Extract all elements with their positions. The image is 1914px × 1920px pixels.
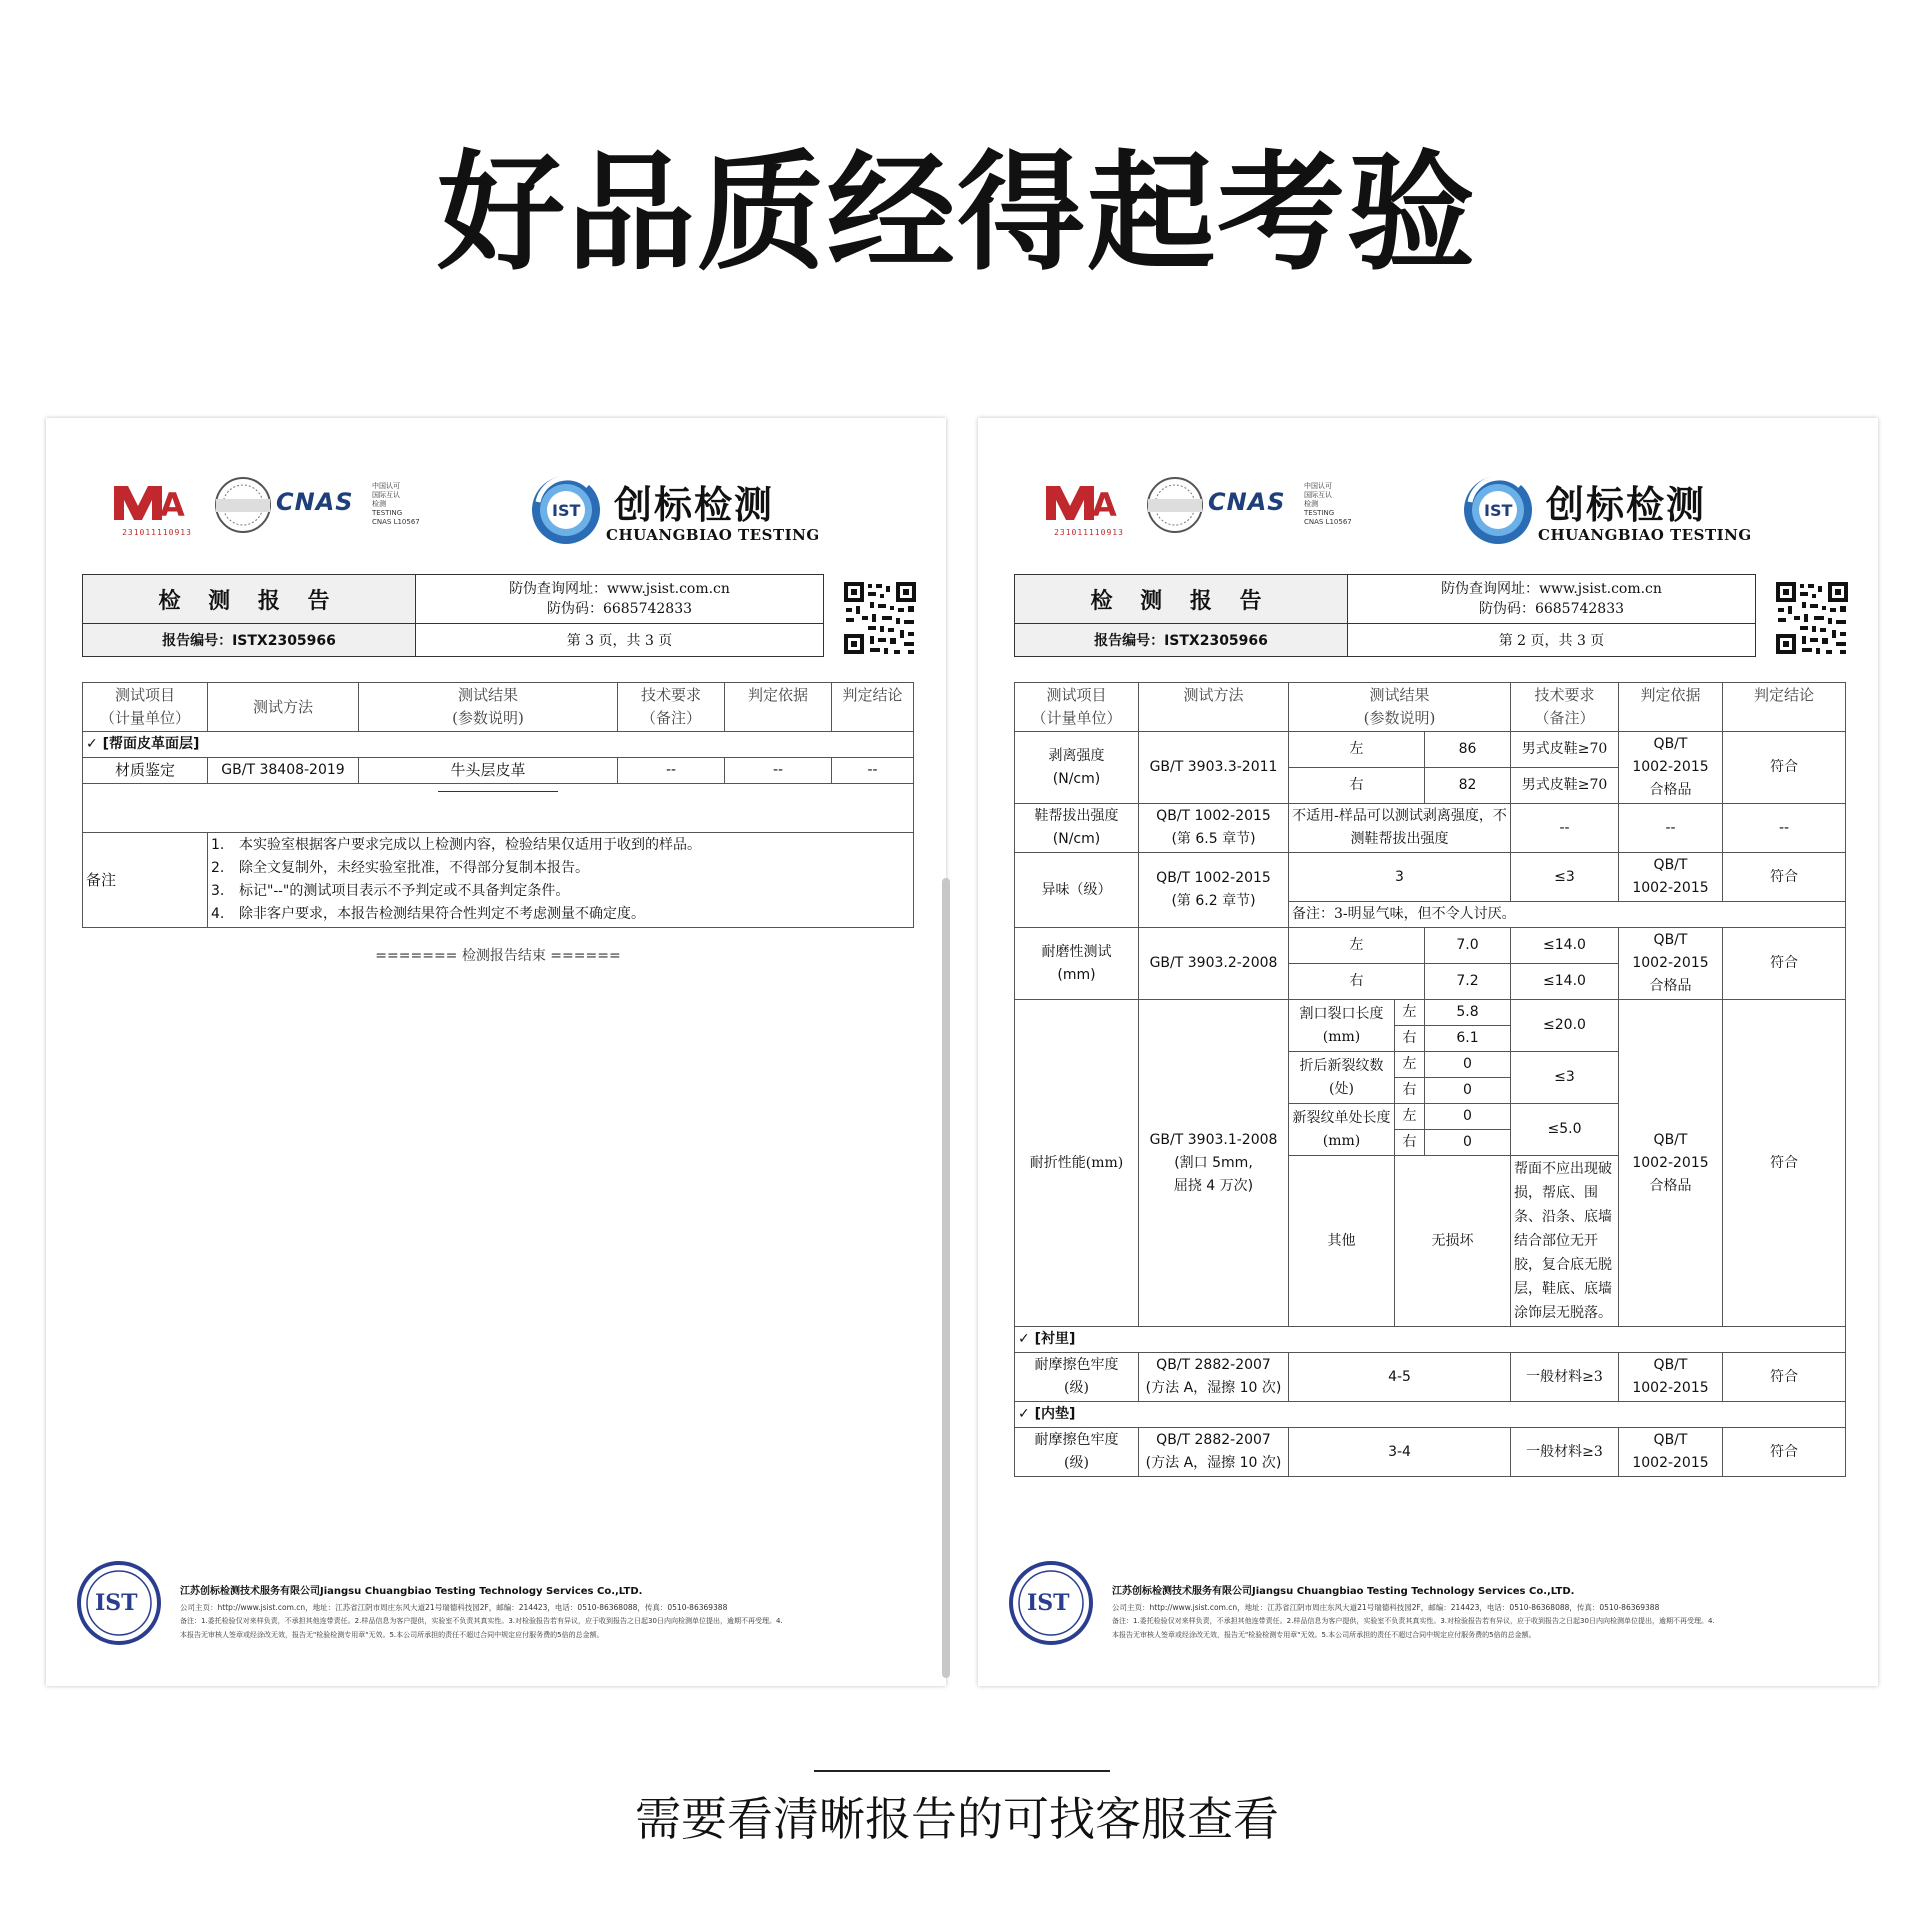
cell-value: 6.1 <box>1425 1026 1511 1052</box>
footer-note: 本报告无审核人签章或经涂改无效，报告无"检验检测专用章"无效。5.本公司所承担的责任不超过合同中规定应付服务费的5倍的总金额。 <box>180 1631 604 1639</box>
qr-code-icon <box>1774 580 1850 656</box>
cell-side: 左 <box>1289 732 1425 768</box>
col-header: 测试方法 <box>1139 683 1289 732</box>
cell-value: 无损坏 <box>1395 1156 1511 1327</box>
cell-conclusion: 符合 <box>1723 732 1846 804</box>
cell-req: -- <box>618 758 725 784</box>
footer-caption: 需要看清晰报告的可找客服查看 <box>635 1792 1279 1846</box>
blank-row <box>83 784 914 833</box>
test-results-table <box>1014 682 1846 1477</box>
cell-item: 异味（级） <box>1015 853 1139 928</box>
company-name: 江苏创标检测技术服务有限公司Jiangsu Chuangbiao Testing Technology Services Co.,LTD. <box>180 1586 643 1597</box>
cell-basis: QB/T 1002-2015 <box>1619 853 1723 902</box>
page-footer <box>76 1560 926 1650</box>
company-seal-icon <box>76 1560 162 1646</box>
cell-req: ≤5.0 <box>1511 1104 1619 1156</box>
cell-subitem: 折后新裂纹数(处) <box>1289 1052 1395 1104</box>
cma-number: 231011110913 <box>122 528 192 537</box>
cell-result: 3-4 <box>1289 1428 1511 1477</box>
cell-basis: -- <box>1619 804 1723 853</box>
table-row <box>83 758 914 784</box>
svg-text:A: A <box>1092 486 1117 524</box>
cell-value: 0 <box>1425 1130 1511 1156</box>
cell-item: 材质鉴定 <box>83 758 208 784</box>
cell-value: 82 <box>1425 768 1511 804</box>
logo-bar <box>1042 470 1832 550</box>
report-title: 检 测 报 告 <box>1015 575 1348 624</box>
cell-basis: QB/T 1002-2015 合格品 <box>1619 928 1723 1000</box>
cell-item: 耐摩擦色牢度 (级) <box>1015 1353 1139 1402</box>
cell-req: -- <box>1511 804 1619 853</box>
cell-conclusion: 符合 <box>1723 1000 1846 1327</box>
remarks-label: 备注 <box>83 833 208 928</box>
table-row <box>1015 1000 1846 1026</box>
qr-code-icon <box>842 580 918 656</box>
footer-note: 备注：1.委托检验仅对来样负责，不承担其他连带责任。2.样品信息为客户提供，实验室不负责其真实性。3.对检验报告若有异议，应于收到报告之日起30日内向检测单位提出，逾期不再受理。4. <box>180 1617 783 1625</box>
cell-req: ≤3 <box>1511 853 1619 902</box>
scrollbar[interactable] <box>942 878 950 1678</box>
table-row <box>1015 804 1846 853</box>
col-header: 技术要求 （备注） <box>1511 683 1619 732</box>
cell-item: 鞋帮拔出强度 (N/cm) <box>1015 804 1139 853</box>
ist-logo-icon <box>528 472 604 548</box>
cell-result: 不适用-样品可以测试剥离强度，不测鞋帮拔出强度 <box>1289 804 1511 853</box>
svg-text:A: A <box>160 486 185 524</box>
cma-logo-icon <box>110 480 204 524</box>
cell-side: 左 <box>1395 1000 1425 1026</box>
company-address: 公司主页：http://www.jsist.com.cn，地址：江苏省江阴市周庄东风大道21号瑞德科技园2F，邮编：214423，电话：0510-86368088，传真：0510-86369388 <box>1112 1603 1660 1612</box>
col-header: 判定结论 <box>832 683 914 732</box>
cell-item: 耐摩擦色牢度 (级) <box>1015 1428 1139 1477</box>
remarks: 1. 本实验室根据客户要求完成以上检测内容，检验结果仅适用于收到的样品。 2. 除全文复制外，未经实验室批准，不得部分复制本报告。 3. 标记"--"的测试项目表示不予判定或不具备判定条件。 4. 除非客户要求，本报告检测结果符合性判定不考虑测量不确定度。 <box>208 833 914 928</box>
cell-result: 3 <box>1289 853 1511 902</box>
cnas-logo: CNAS <box>276 488 354 516</box>
cell-method: GB/T 3903.3-2011 <box>1139 732 1289 804</box>
cell-req: ≤20.0 <box>1511 1000 1619 1052</box>
ist-logo-icon <box>1460 472 1536 548</box>
brand-name-en: CHUANGBIAO TESTING <box>1538 526 1752 544</box>
brand-name: 创标检测 <box>614 483 775 527</box>
cell-method: GB/T 3903.2-2008 <box>1139 928 1289 1000</box>
cell-result: 4-5 <box>1289 1353 1511 1402</box>
col-header: 测试结果 (参数说明) <box>359 683 618 732</box>
cnas-text: 中国认可 国际互认 检测 TESTING CNAS L10567 <box>372 482 420 526</box>
page-info: 第 2 页，共 3 页 <box>1348 624 1756 657</box>
cell-result: 牛头层皮革 <box>359 758 618 784</box>
report-number: 报告编号：ISTX2305966 <box>83 624 416 657</box>
cell-method: QB/T 2882-2007 (方法 A，湿擦 10 次) <box>1139 1353 1289 1402</box>
cell-req: 一般材料≥3 <box>1511 1353 1619 1402</box>
cell-side: 左 <box>1395 1104 1425 1130</box>
cell-basis: QB/T 1002-2015 <box>1619 1428 1723 1477</box>
cell-conclusion: 符合 <box>1723 1353 1846 1402</box>
cell-conclusion: 符合 <box>1723 853 1846 902</box>
company-seal-icon <box>1008 1560 1094 1646</box>
cell-method: QB/T 2882-2007 (方法 A，湿擦 10 次) <box>1139 1428 1289 1477</box>
report-end-line: ======= 检测报告结束 ====== <box>375 948 621 964</box>
cell-req: 男式皮鞋≥70 <box>1511 768 1619 804</box>
ilac-mra-logo-icon <box>214 474 272 536</box>
col-header: 判定结论 <box>1723 683 1846 732</box>
table-row <box>1015 1428 1846 1477</box>
cell-value: 0 <box>1425 1104 1511 1130</box>
cell-side: 右 <box>1395 1130 1425 1156</box>
cell-req: 帮面不应出现破损，帮底、围条、沿条、底墙结合部位无开胶，复合底无脱层，鞋底、底墙涂饰层无脱落。 <box>1511 1156 1619 1327</box>
cell-method: QB/T 1002-2015 (第 6.2 章节) <box>1139 853 1289 928</box>
col-header: 技术要求 （备注） <box>618 683 725 732</box>
cell-side: 右 <box>1289 964 1425 1000</box>
cell-method: QB/T 1002-2015 (第 6.5 章节) <box>1139 804 1289 853</box>
cell-method: GB/T 38408-2019 <box>208 758 359 784</box>
svg-text:IST: IST <box>1484 501 1513 520</box>
col-header: 测试项目 （计量单位） <box>1015 683 1139 732</box>
cell-subitem: 新裂纹单处长度(mm) <box>1289 1104 1395 1156</box>
test-results-table <box>82 682 914 928</box>
footer-note: 本报告无审核人签章或经涂改无效，报告无"检验检测专用章"无效。5.本公司所承担的责任不超过合同中规定应付服务费的5倍的总金额。 <box>1112 1631 1536 1639</box>
cell-subitem: 其他 <box>1289 1156 1395 1327</box>
cell-item: 耐磨性测试 (mm) <box>1015 928 1139 1000</box>
ilac-mra-logo-icon <box>1146 474 1204 536</box>
page-footer <box>1008 1560 1858 1650</box>
cell-value: 7.2 <box>1425 964 1511 1000</box>
footer-note: 备注：1.委托检验仅对来样负责，不承担其他连带责任。2.样品信息为客户提供，实验室不负责其真实性。3.对检验报告若有异议，应于收到报告之日起30日内向检测单位提出，逾期不再受理。4. <box>1112 1617 1715 1625</box>
cell-item: 耐折性能(mm) <box>1015 1000 1139 1327</box>
col-header: 判定依据 <box>1619 683 1723 732</box>
cell-method: GB/T 3903.1-2008 (割口 5mm, 屈挠 4 万次) <box>1139 1000 1289 1327</box>
cell-value: 7.0 <box>1425 928 1511 964</box>
cell-side: 右 <box>1289 768 1425 804</box>
cma-logo-icon <box>1042 480 1136 524</box>
brand-name-en: CHUANGBIAO TESTING <box>606 526 820 544</box>
cell-value: 5.8 <box>1425 1000 1511 1026</box>
brand-name: 创标检测 <box>1546 483 1707 527</box>
verify-info: 防伪查询网址：www.jsist.com.cn 防伪码：6685742833 <box>1348 575 1756 624</box>
table-row <box>1015 1353 1846 1402</box>
section-label: ✓ [内垫] <box>1015 1402 1846 1428</box>
report-header-table <box>82 574 824 657</box>
cell-value: 86 <box>1425 732 1511 768</box>
cell-conclusion: 符合 <box>1723 1428 1846 1477</box>
col-header: 判定依据 <box>725 683 832 732</box>
cell-subitem: 割口裂口长度(mm) <box>1289 1000 1395 1052</box>
verify-info: 防伪查询网址：www.jsist.com.cn 防伪码：6685742833 <box>416 575 824 624</box>
odor-note: 备注：3-明显气味，但不令人讨厌。 <box>1289 902 1846 928</box>
cell-item: 剥离强度 (N/cm) <box>1015 732 1139 804</box>
cell-basis: QB/T 1002-2015 <box>1619 1353 1723 1402</box>
report-title: 检 测 报 告 <box>83 575 416 624</box>
cell-value: 0 <box>1425 1078 1511 1104</box>
divider <box>814 1770 1110 1772</box>
svg-text:IST: IST <box>552 501 581 520</box>
col-header: 测试项目 （计量单位） <box>83 683 208 732</box>
svg-text:IST: IST <box>95 1590 138 1616</box>
report-number: 报告编号：ISTX2305966 <box>1015 624 1348 657</box>
logo-bar <box>110 470 900 550</box>
cell-basis: -- <box>725 758 832 784</box>
cell-side: 左 <box>1395 1052 1425 1078</box>
cma-number: 231011110913 <box>1054 528 1124 537</box>
col-header: 测试结果 (参数说明) <box>1289 683 1511 732</box>
cell-basis: QB/T 1002-2015 合格品 <box>1619 732 1723 804</box>
cell-conclusion: 符合 <box>1723 928 1846 1000</box>
section-label: ✓ [帮面皮革面层] <box>83 732 914 758</box>
section-label: ✓ [衬里] <box>1015 1327 1846 1353</box>
cell-side: 左 <box>1289 928 1425 964</box>
cell-conclusion: -- <box>832 758 914 784</box>
cell-side: 右 <box>1395 1078 1425 1104</box>
report-header-table <box>1014 574 1756 657</box>
headline: 好品质经得起考验 <box>436 139 1477 288</box>
report-page-3 <box>46 418 946 1686</box>
svg-text:IST: IST <box>1027 1590 1070 1616</box>
cell-req: ≤14.0 <box>1511 964 1619 1000</box>
company-address: 公司主页：http://www.jsist.com.cn，地址：江苏省江阴市周庄东风大道21号瑞德科技园2F，邮编：214423，电话：0510-86368088，传真：0510-86369388 <box>180 1603 728 1612</box>
cell-req: ≤3 <box>1511 1052 1619 1104</box>
col-header: 测试方法 <box>208 683 359 732</box>
company-name: 江苏创标检测技术服务有限公司Jiangsu Chuangbiao Testing Technology Services Co.,LTD. <box>1112 1586 1575 1597</box>
table-row <box>1015 732 1846 768</box>
cell-conclusion: -- <box>1723 804 1846 853</box>
cell-basis: QB/T 1002-2015 合格品 <box>1619 1000 1723 1327</box>
cell-req: 一般材料≥3 <box>1511 1428 1619 1477</box>
cnas-text: 中国认可 国际互认 检测 TESTING CNAS L10567 <box>1304 482 1352 526</box>
report-page-2 <box>978 418 1878 1686</box>
page-info: 第 3 页，共 3 页 <box>416 624 824 657</box>
cell-value: 0 <box>1425 1052 1511 1078</box>
cnas-logo: CNAS <box>1208 488 1286 516</box>
table-row <box>1015 928 1846 964</box>
table-row <box>1015 853 1846 902</box>
cell-side: 右 <box>1395 1026 1425 1052</box>
cell-req: 男式皮鞋≥70 <box>1511 732 1619 768</box>
cell-req: ≤14.0 <box>1511 928 1619 964</box>
